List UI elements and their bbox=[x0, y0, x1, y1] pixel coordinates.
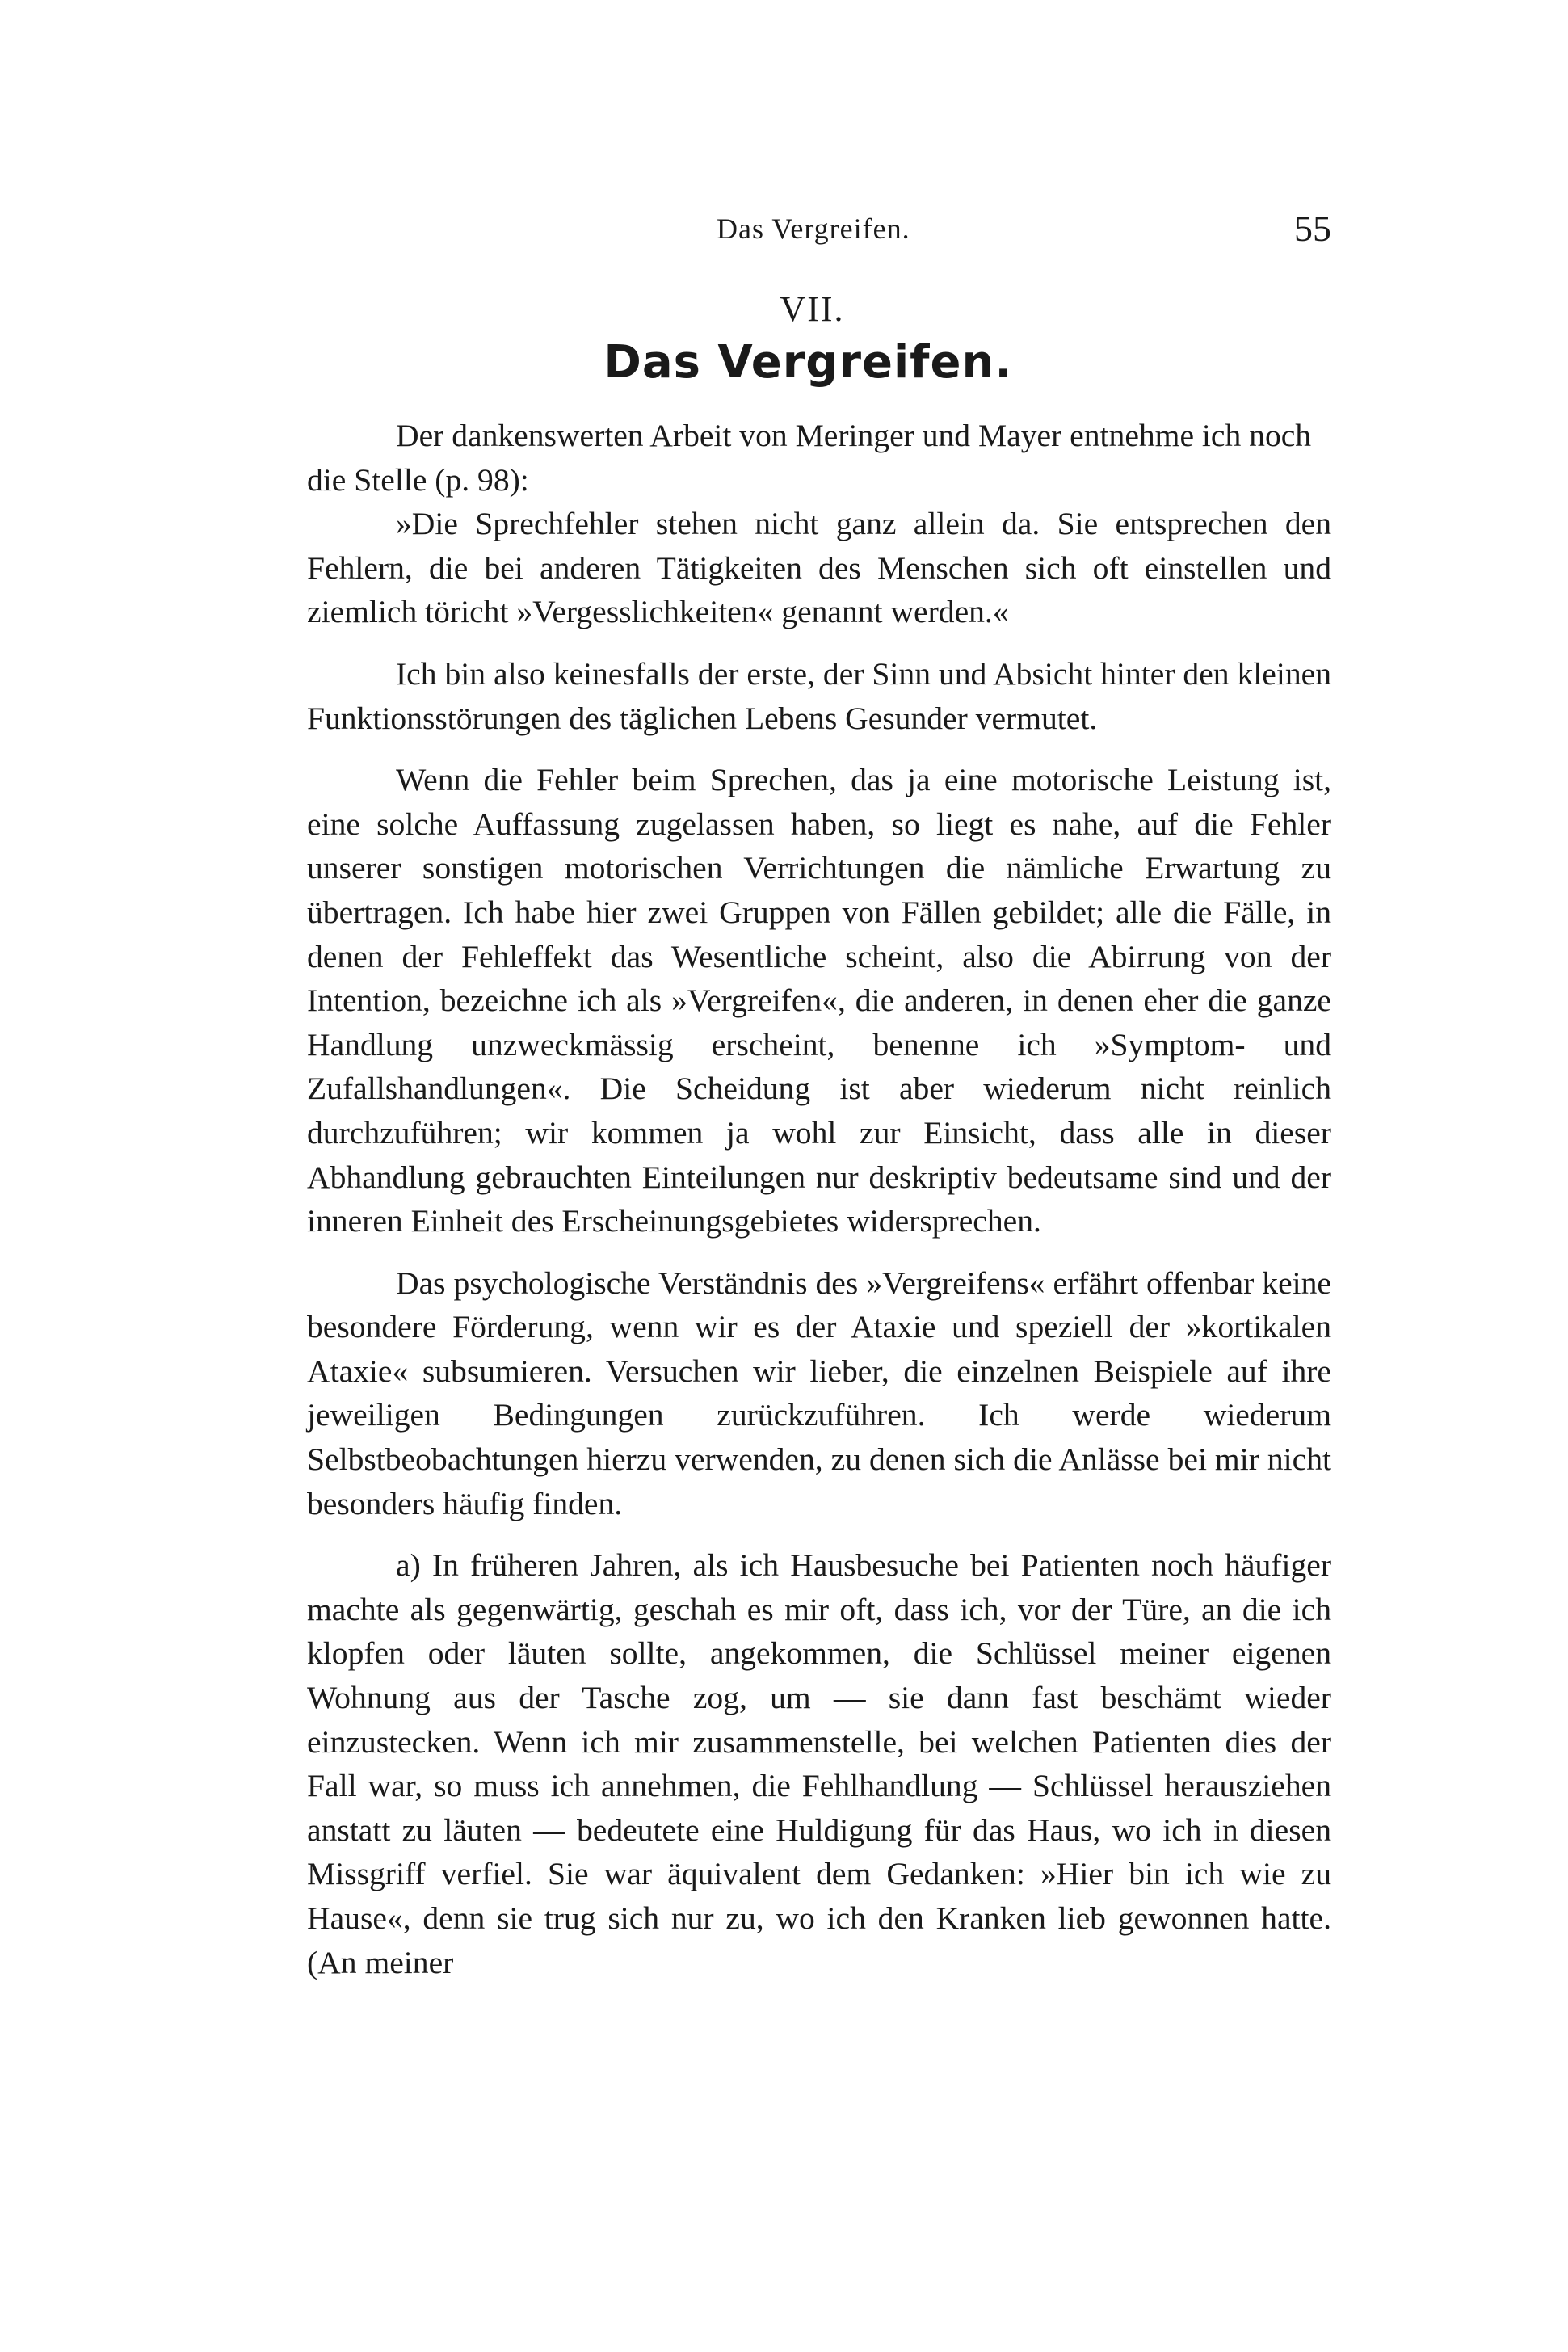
paragraph-ataxia: Das psychologische Verständnis des »Vergreifens« erfährt offenbar keine besondere Förderung, wenn wir es der Ataxie und speziell der »kortikalen Ataxie« subsumieren. Versuchen wir lieber, die einzelnen Beispiele auf ihre jeweiligen Bedingungen zurückzuführen. Ich werde wiederum Selbstbeobachtungen hierzu verwenden, zu denen sich die Anlässe bei mir nicht besonders häufig finden. bbox=[307, 1264, 1331, 1521]
paragraph-quote: »Die Sprechfehler stehen nicht ganz allein da. Sie entsprechen den Fehlern, die bei anderen Tätigkeiten des Menschen sich oft einstellen und ziemlich töricht »Vergesslichkeiten« genannt werden.« bbox=[307, 506, 1331, 630]
running-head bbox=[0, 208, 1568, 260]
page-number: 55 bbox=[1294, 208, 1331, 249]
paragraph-classification: Wenn die Fehler beim Sprechen, das ja eine motorische Leistung ist, eine solche Auffassung zugelassen haben, so liegt es nahe, auf die Fehler unserer sonstigen motorischen Verrichtungen die nämliche Erwartung zu übertragen. Ich habe hier zwei Gruppen von Fällen gebildet; alle die Fälle, in denen der Fehleffekt das Wesentliche scheint, also die Abirrung von der Intention, bezeichne ich als »Vergreifen«, die anderen, in denen eher die ganze Handlung unzweckmässig erscheint, benenne ich »Symptom- und Zufallshandlungen«. Die Scheidung ist aber wiederum nicht reinlich durchzuführen; wir kommen ja wohl zur Einsicht, dass alle in dieser Abhandlung gebrauchten Einteilungen nur deskriptiv bedeutsame sind und der inneren Einheit des Erscheinungsgebietes widersprechen. bbox=[307, 762, 1331, 1239]
chapter-number: VII. bbox=[780, 289, 845, 329]
chapter-title: Das Vergreifen. bbox=[603, 336, 1013, 389]
paragraph-example-a: a) In früheren Jahren, als ich Hausbesuche bei Patienten noch häufiger machte als gegenwärtig, geschah es mir oft, dass ich, vor der Türe, an die ich klopfen oder läuten sollte, angekommen, die Schlüssel meiner eigenen Wohnung aus der Tasche zog, um — sie dann fast beschämt wieder einzustecken. Wenn ich mir zusammenstelle, bei welchen Patienten dies der Fall war, so muss ich annehmen, die Fehlhandlung — Schlüssel herausziehen anstatt zu läuten — bedeutete eine Huldigung für das Haus, wo ich in diesen Missgriff verfiel. Sie war äquivalent dem Gedanken: »Hier bin ich wie zu Hause«, denn sie trug sich nur zu, wo ich den Kranken lieb gewonnen hatte. (An meiner bbox=[307, 1547, 1331, 1980]
paragraph-intro: Der dankenswerten Arbeit von Meringer und Mayer entnehme ich noch die Stelle (p. 98): bbox=[307, 418, 1312, 498]
paragraph-first-claim: Ich bin also keinesfalls der erste, der Sinn und Absicht hinter den kleinen Funktionsstörungen des täglichen Lebens Gesunder vermutet. bbox=[307, 655, 1331, 736]
running-title: Das Vergreifen. bbox=[717, 212, 910, 245]
body-text bbox=[307, 414, 1331, 1984]
